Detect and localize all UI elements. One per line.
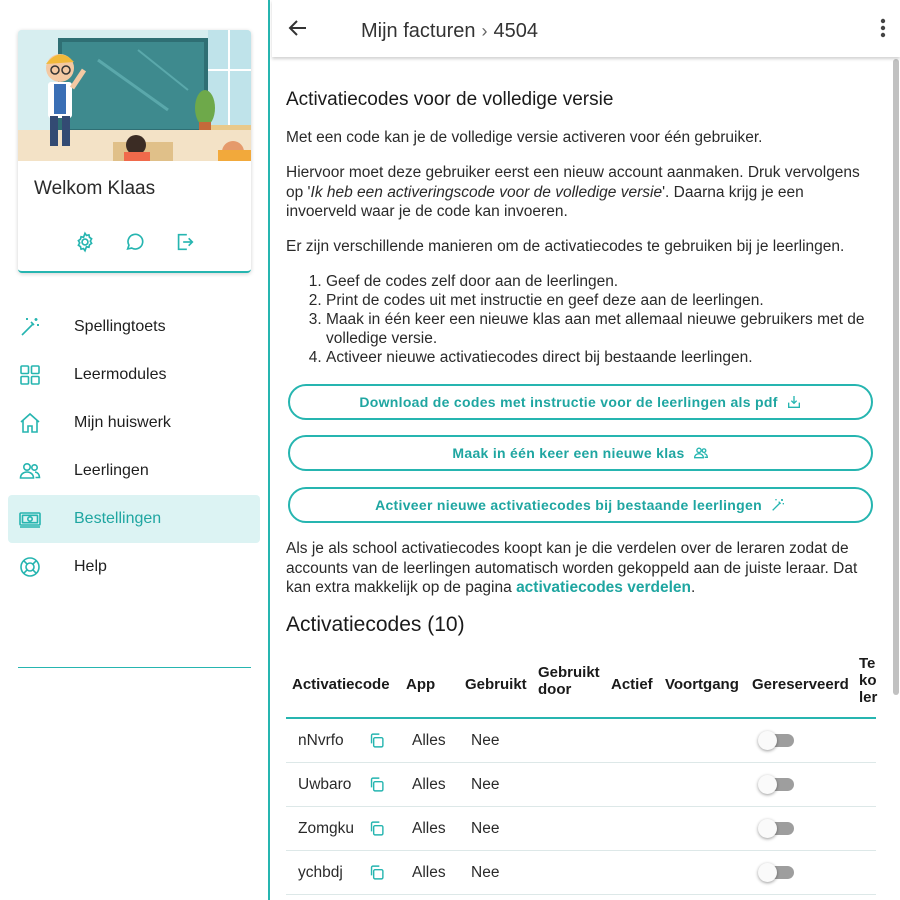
reserved-toggle[interactable] xyxy=(758,734,794,748)
column-header[interactable]: Gereserveerd xyxy=(752,676,849,693)
back-arrow-icon[interactable] xyxy=(286,16,310,40)
code-cell: ychbdj xyxy=(298,864,343,881)
account-text: Hiervoor moet deze gebruiker eerst een nieuw account aanmaken. Druk vervolgens op 'Ik heb een activeringscode voor de volledige versie'. Daarna krijg je een invoerveld waar je de code kan invoeren. xyxy=(286,164,860,220)
sidebar-item-bestellingen[interactable] xyxy=(8,495,260,543)
sidebar-divider xyxy=(18,667,251,668)
sidebar-item-mijn-huiswerk[interactable] xyxy=(8,399,260,447)
list-item: 3. Maak in één keer een nieuwe klas aan met allemaal nieuwe gebruikers met de volledige versie. xyxy=(326,310,876,348)
table-row xyxy=(286,763,876,807)
school-text: Als je als school activatiecodes koopt kan je die verdelen over de leraren zodat de accounts van de leerlingen automatisch worden gekoppeld aan de juiste leraar. Dat kan extra makkelijk op de pagina activatiecodes verdelen. xyxy=(286,540,858,596)
section-title: Activatiecodes voor de volledige versie xyxy=(286,89,614,110)
sidebar xyxy=(0,0,270,900)
sidebar-item-label: Bestellingen xyxy=(74,510,162,527)
download-pdf-button[interactable]: Download de codes met instructie voor de leerlingen als pdf xyxy=(288,384,873,420)
scrollbar[interactable] xyxy=(892,57,900,900)
download-icon xyxy=(786,394,802,410)
sidebar-item-label: Mijn huiswerk xyxy=(74,414,171,431)
users-icon xyxy=(693,445,709,461)
distribute-codes-link[interactable]: activatiecodes verdelen xyxy=(516,579,691,596)
copy-icon[interactable] xyxy=(368,732,385,749)
breadcrumb xyxy=(361,20,538,43)
app-cell: Alles xyxy=(412,776,446,793)
reserved-toggle[interactable] xyxy=(758,866,794,880)
list-item: 2. Print de codes uit met instructie en geef deze aan de leerlingen. xyxy=(326,291,876,310)
home-icon xyxy=(18,411,42,435)
sidebar-nav xyxy=(8,303,260,591)
top-bar xyxy=(272,0,900,57)
column-header[interactable]: Actief xyxy=(611,676,653,693)
classroom-illustration xyxy=(18,30,251,161)
app-cell: Alles xyxy=(412,732,446,749)
column-header[interactable]: Te ko ler xyxy=(859,655,878,706)
column-header[interactable]: Gebruikt door xyxy=(538,664,600,698)
table-row xyxy=(286,851,876,895)
column-header[interactable]: App xyxy=(406,676,436,693)
more-vert-icon[interactable] xyxy=(880,16,886,40)
profile-card xyxy=(18,30,251,273)
breadcrumb-parent[interactable]: Mijn facturen xyxy=(361,20,476,42)
sidebar-item-leerlingen[interactable] xyxy=(8,447,260,495)
app-cell: Alles xyxy=(412,820,446,837)
new-class-button[interactable]: Maak in één keer een nieuwe klas xyxy=(288,435,873,471)
list-item: 4. Activeer nieuwe activatiecodes direct bij bestaande leerlingen. xyxy=(326,348,876,367)
magic-wand-icon xyxy=(18,315,42,339)
codes-title: Activatiecodes (10) xyxy=(286,613,465,636)
sidebar-item-leermodules[interactable] xyxy=(8,351,260,399)
used-cell: Nee xyxy=(471,732,500,749)
sidebar-item-label: Leerlingen xyxy=(74,462,149,479)
table-row xyxy=(286,719,876,763)
breadcrumb-current: 4504 xyxy=(493,20,538,42)
main-content xyxy=(272,57,900,900)
sidebar-item-help[interactable] xyxy=(8,543,260,591)
scrollbar-thumb[interactable] xyxy=(893,59,899,695)
chat-icon[interactable] xyxy=(123,230,147,254)
table-header xyxy=(286,653,876,719)
codes-table xyxy=(286,653,876,895)
users-icon xyxy=(18,459,42,483)
chevron-right-icon: › xyxy=(481,21,488,41)
reserved-toggle[interactable] xyxy=(758,822,794,836)
logout-icon[interactable] xyxy=(173,230,197,254)
activate-codes-button[interactable]: Activeer nieuwe activatiecodes bij bestaande leerlingen xyxy=(288,487,873,523)
copy-icon[interactable] xyxy=(368,820,385,837)
code-cell: Zomgku xyxy=(298,820,354,837)
column-header[interactable]: Gebruikt xyxy=(465,676,527,693)
money-icon xyxy=(18,507,42,531)
sidebar-item-label: Leermodules xyxy=(74,366,167,383)
list-item: 1. Geef de codes zelf door aan de leerlingen. xyxy=(326,272,876,291)
copy-icon[interactable] xyxy=(368,864,385,881)
app-cell: Alles xyxy=(412,864,446,881)
ways-text: Er zijn verschillende manieren om de activatiecodes te gebruiken bij je leerlingen. xyxy=(286,238,845,255)
sidebar-item-label: Help xyxy=(74,558,107,575)
sidebar-item-label: Spellingtoets xyxy=(74,318,166,335)
code-cell: nNvrfo xyxy=(298,732,344,749)
steps-list xyxy=(286,272,876,367)
column-header[interactable]: Activatiecode xyxy=(292,676,390,693)
grid-icon xyxy=(18,363,42,387)
code-cell: Uwbaro xyxy=(298,776,352,793)
table-row xyxy=(286,807,876,851)
used-cell: Nee xyxy=(471,776,500,793)
sidebar-item-spellingtoets[interactable] xyxy=(8,303,260,351)
intro-text: Met een code kan je de volledige versie activeren voor één gebruiker. xyxy=(286,129,763,146)
reserved-toggle[interactable] xyxy=(758,778,794,792)
gear-icon[interactable] xyxy=(73,230,97,254)
magic-wand-icon xyxy=(770,497,786,513)
column-header[interactable]: Voortgang xyxy=(665,676,739,693)
lifebuoy-icon xyxy=(18,555,42,579)
used-cell: Nee xyxy=(471,864,500,881)
copy-icon[interactable] xyxy=(368,776,385,793)
used-cell: Nee xyxy=(471,820,500,837)
welcome-text: Welkom Klaas xyxy=(34,178,156,199)
